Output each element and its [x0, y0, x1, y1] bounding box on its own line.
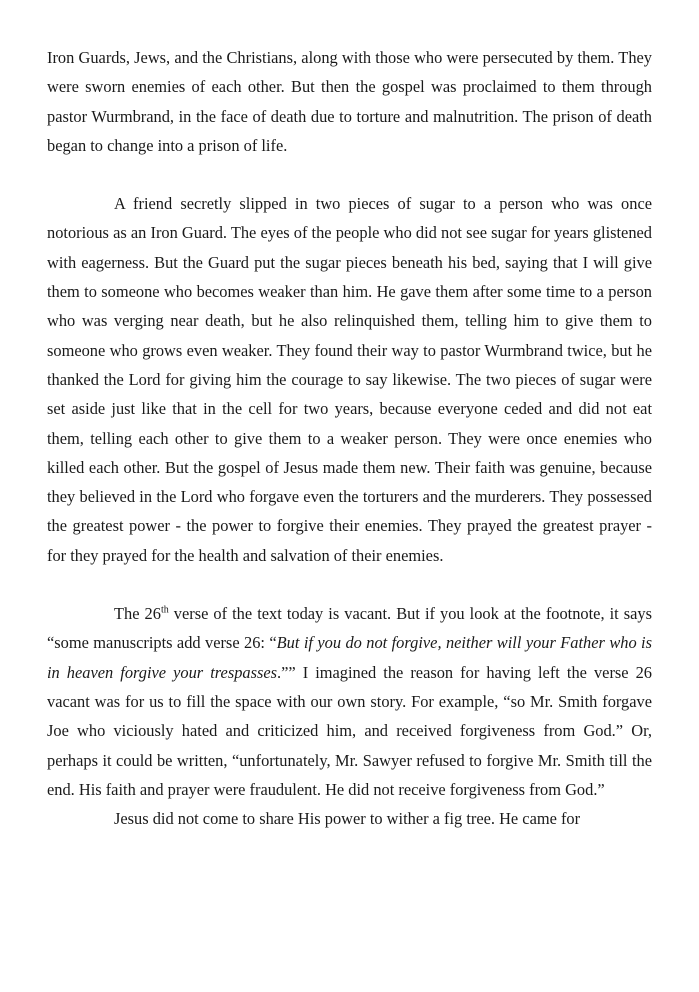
paragraph-1: Iron Guards, Jews, and the Christians, along with those who were persecuted by them. They were sworn enemies of each other. But then the gospel was proclaimed to them through pastor Wurmbrand, in the face of death due to torture and malnutrition. The prison of death began to change into a prison of life.	[47, 48, 652, 155]
document-page	[47, 43, 652, 833]
paragraph-3-text-c: .”” I imagined the reason for having left the verse 26 vacant was for us to fill the space with our own story. For example, “so Mr. Smith forgave Joe who viciously hated and criticized him, and received forgiveness from God.” Or, perhaps it could be written, “unfortunately, Mr. Sawyer refused to forgive Mr. Smith till the end. His faith and prayer were fraudulent. He did not receive forgiveness from God.”	[47, 662, 652, 799]
paragraph-gap	[47, 160, 652, 189]
paragraph-gap	[47, 570, 652, 599]
paragraph-3	[47, 599, 652, 804]
paragraph-2: A friend secretly slipped in two pieces of sugar to a person who was once notorious as an Iron Guard. The eyes of the people who did not see sugar for years glistened with eagerness. But the Guard put the sugar pieces beneath his bed, saying that I will give them to someone who becomes weaker than him. He gave them after some time to a person who was verging near death, but he also relinquished them, telling him to give them to someone who grows even weaker. They found their way to pastor Wurmbrand twice, but he thanked the Lord for giving him the courage to say likewise. The two pieces of sugar were set aside just like that in the cell for two years, because everyone ceded and did not eat them, telling each other to give them to a weaker person. They were once enemies who killed each other. But the gospel of Jesus made them new. Their faith was genuine, because they believed in the Lord who forgave even the torturers and the murderers. They possessed the greatest power - the power to forgive their enemies. They prayed the greatest prayer - for they prayed for the health and salvation of their enemies.	[47, 194, 652, 565]
verse-quote: But if you do not forgive, neither will your Father who is in heaven forgive your trespasses	[47, 633, 652, 682]
paragraph-4: Jesus did not come to share His power to wither a fig tree. He came for	[114, 809, 581, 829]
ordinal-suffix: th	[160, 604, 169, 616]
paragraph-3-text-a: The 26	[114, 604, 161, 624]
paragraph-3-text-b: verse of the text today is vacant. But if you look at the footnote, it says “some manuscripts add verse 26: “	[47, 604, 652, 653]
